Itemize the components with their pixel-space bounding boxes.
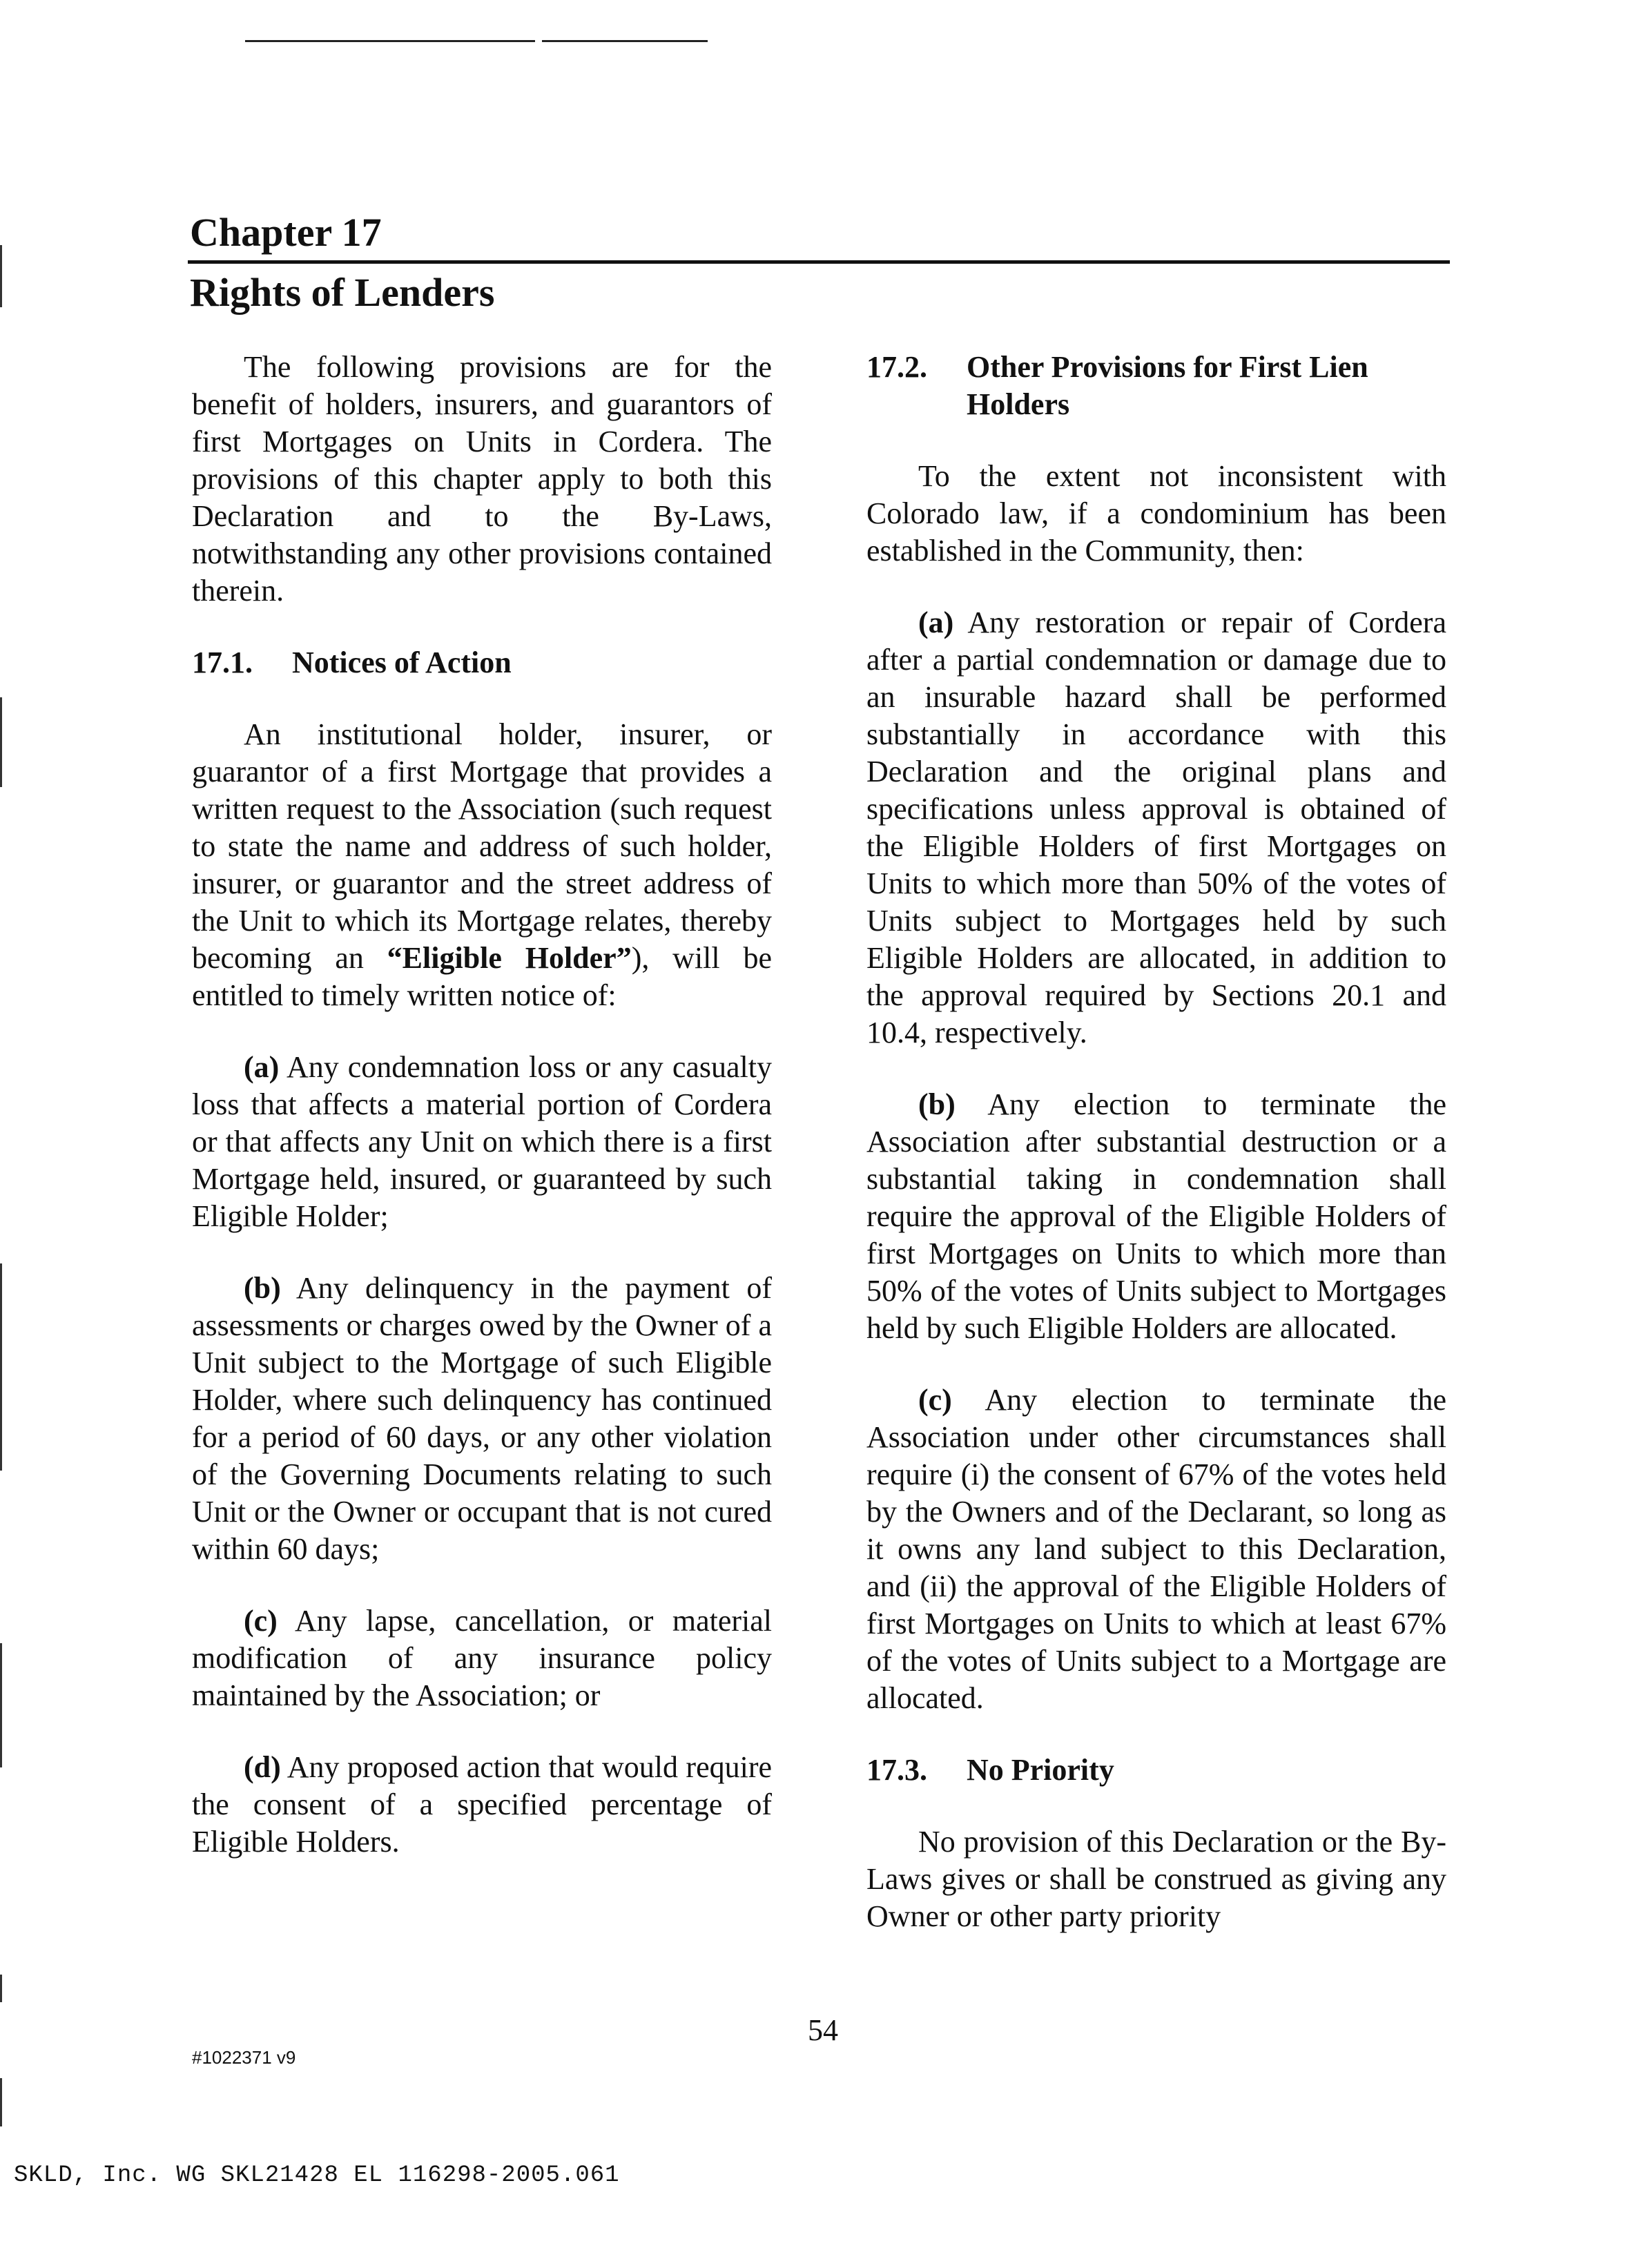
footer-stamp: SKLD, Inc. WG SKL21428 EL 116298-2005.061: [14, 2162, 620, 2189]
eligible-holder-term: “Eligible Holder”: [387, 941, 632, 975]
intro-paragraph: The following provisions are for the benefit of holders, insurers, and guarantors of first Mortgages on Units in Cordera. The provisions of this chapter apply to both this Declaration and to the By-Laws, notwithstanding any other provisions contained therein.: [192, 350, 772, 608]
margin-mark: [0, 1263, 2, 1471]
margin-mark: [0, 245, 2, 307]
item-label: (c): [244, 1604, 278, 1638]
item-text: Any restoration or repair of Cordera after a partial condemnation or damage due to an insurable hazard shall be performed substantially in accordance with this Declaration and the original plans and specifications unless approval is obtained of the Eligible Holders of first Mortgages on Units to which more than 50% of the votes of Units subject to Mortgages held by such Eligible Holders are allocated, in addition to the approval required by Sections 20.1 and 10.4, respectively.: [866, 605, 1446, 1049]
margin-mark: [0, 1643, 2, 1767]
item-label: (a): [244, 1050, 280, 1084]
section-number: 17.2.: [866, 350, 927, 384]
section-number: 17.3.: [866, 1753, 927, 1787]
item-label: (c): [918, 1383, 952, 1417]
document-id: #1022371 v9: [192, 2047, 296, 2068]
list-item: [192, 1749, 772, 1861]
list-item: [192, 1602, 772, 1714]
margin-mark: [0, 2078, 2, 2126]
section-title: Other Provisions for First Lien Holders: [967, 350, 1368, 421]
margin-mark: [0, 697, 2, 787]
section-17-1-body: [192, 716, 772, 1014]
item-text: Any proposed action that would require the consent of a specified percentage of Eligible Holders.: [192, 1750, 773, 1859]
section-heading-17-3: [866, 1752, 1446, 1789]
item-label: (d): [244, 1750, 281, 1784]
list-item: [866, 604, 1446, 1051]
section-number: 17.1.: [192, 646, 253, 679]
body-text: An institutional holder, insurer, or guarantor of a first Mortgage that provides a written request to the Association (such request to state the name and address of such holder, insurer, or guarantor and the street address of the Unit to which its Mortgage relates, thereby becoming an: [192, 717, 772, 975]
section-title: No Priority: [967, 1753, 1114, 1787]
section-title: Notices of Action: [292, 646, 512, 679]
scan-rule-top: [542, 40, 708, 42]
chapter-title: Rights of Lenders: [190, 270, 495, 315]
section-heading-17-1: [192, 644, 772, 681]
item-text: Any lapse, cancellation, or material modification of any insurance policy maintained by the Association; or: [192, 1604, 772, 1712]
item-text: Any condemnation loss or any casualty loss that affects a material portion of Cordera or that affects any Unit on which there is a first Mortgage held, insured, or guaranteed by such Eligible Holder;: [192, 1050, 772, 1233]
list-item: [192, 1049, 772, 1235]
margin-mark: [0, 1975, 2, 2002]
section-heading-17-2: [866, 349, 1446, 423]
item-label: (b): [918, 1087, 956, 1121]
right-column: [866, 349, 1446, 1935]
list-item: [866, 1382, 1446, 1717]
chapter-number: Chapter 17: [190, 210, 382, 255]
section-17-3-body: No provision of this Declaration or the By-Laws gives or shall be construed as giving any Owner or other party priority: [866, 1825, 1446, 1933]
item-text: Any election to terminate the Association under other circumstances shall require (i) the consent of 67% of the votes held by the Owners and of the Declarant, so long as it owns any land subject to this Declaration, and (ii) the approval of the Eligible Holders of first Mortgages on Units to which at least 67% of the votes of Units subject to a Mortgage are allocated.: [866, 1383, 1447, 1715]
item-text: Any delinquency in the payment of assessments or charges owed by the Owner of a Unit subject to the Mortgage of such Eligible Holder, where such delinquency has continued for a period of 60 days, or any other violation of the Governing Documents relating to such Unit or the Owner or occupant that is not cured within 60 days;: [192, 1271, 773, 1566]
chapter-divider: [188, 260, 1450, 264]
page-number: 54: [808, 2013, 838, 2047]
item-text: Any election to terminate the Association after substantial destruction or a substantial taking in condemnation shall require the approval of the Eligible Holders of first Mortgages on Units to which more than 50% of the votes of Units subject to Mortgages held by such Eligible Holders are allocated.: [866, 1087, 1447, 1345]
item-label: (a): [918, 605, 954, 639]
body-text: ), will be entitled to timely written notice of:: [192, 941, 772, 1012]
list-item: [192, 1270, 772, 1568]
item-label: (b): [244, 1271, 281, 1305]
section-17-2-intro: To the extent not inconsistent with Colorado law, if a condominium has been established in the Community, then:: [866, 459, 1446, 568]
list-item: [866, 1086, 1446, 1347]
left-column: [192, 349, 772, 1895]
scan-rule-top: [245, 40, 535, 42]
